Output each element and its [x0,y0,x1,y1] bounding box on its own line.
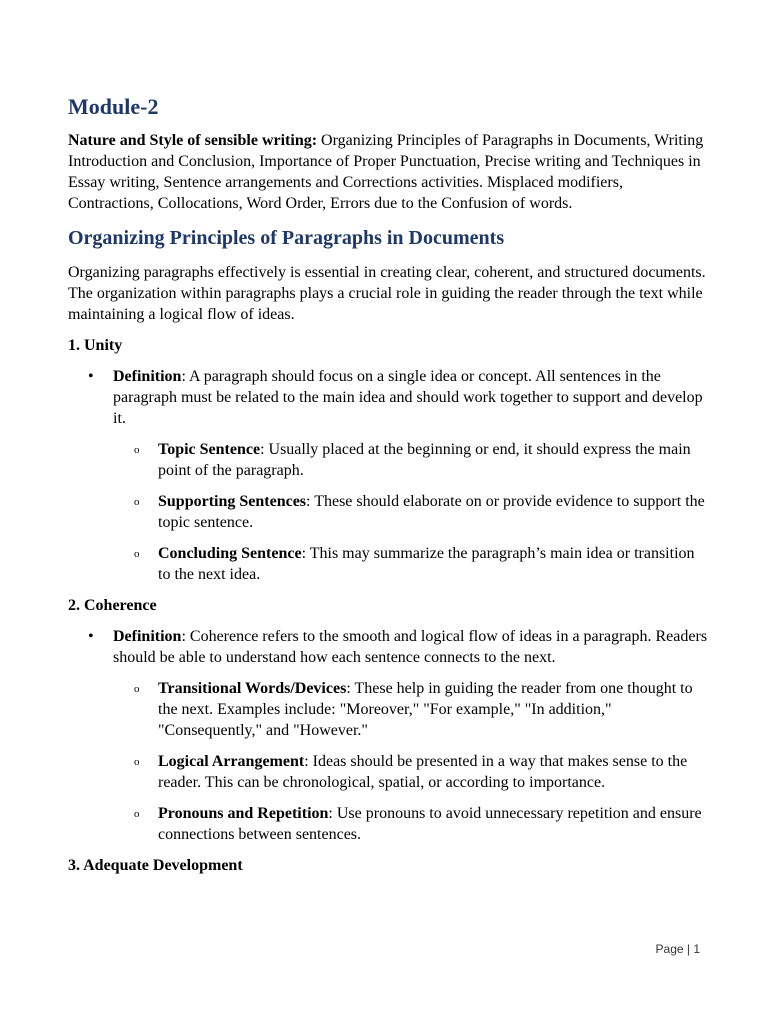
item-text: : These should elaborate on or provide evidence to support the topic sentence. [158,493,705,531]
list-item [68,366,708,585]
intro-text: Organizing Principles of Paragraphs in Documents, Writing Introduction and Conclusion, Importance of Proper Punctuation, Precise writing and Techniques in Essay writing, Sentence arrangements and Corrections activities. Misplaced modifiers, Contractions, Collocations, Word Order, Errors due to the Confusion of words. [68,132,704,212]
intro-label: Nature and Style of sensible writing: [68,132,318,149]
definition-label: Definition [113,628,182,645]
list-item [113,751,708,793]
list-item [113,678,708,741]
page-number: Page | 1 [655,942,700,956]
development-heading: 3. Adequate Development [68,857,243,874]
definition-text: : A paragraph should focus on a single idea or concept. All sentences in the paragraph must be related to the main idea and should work together to support and develop it. [113,368,703,427]
section-intro: Organizing paragraphs effectively is essential in creating clear, coherent, and structured documents. The organization within paragraphs plays a crucial role in guiding the reader through the text while maintaining a logical flow of ideas. [68,264,706,323]
item-label: Concluding Sentence [158,545,302,562]
circle-bullet-icon: o [134,496,140,508]
coherence-sublist [113,678,708,845]
list-item [113,543,708,585]
module-title: Module-2 [68,94,159,119]
unity-sublist [113,439,708,585]
item-text: : Ideas should be presented in a way that makes sense to the reader. This can be chronological, spatial, or according to importance. [158,753,688,791]
list-item [113,491,708,533]
module-intro [68,130,708,214]
definition-text: : Coherence refers to the smooth and logical flow of ideas in a paragraph. Readers should be able to understand how each sentence connects to the next. [113,628,708,666]
coherence-heading: 2. Coherence [68,597,157,614]
item-text: : This may summarize the paragraph’s main idea or transition to the next idea. [158,545,695,583]
section-title: Organizing Principles of Paragraphs in Documents [68,227,505,249]
item-label: Transitional Words/Devices [158,680,347,697]
unity-heading: 1. Unity [68,337,123,354]
item-text: : Usually placed at the beginning or end, it should express the main point of the paragraph. [158,441,691,479]
document-page [68,92,708,886]
circle-bullet-icon: o [134,548,140,560]
item-label: Logical Arrangement [158,753,305,770]
bullet-icon: • [88,368,94,385]
item-label: Topic Sentence [158,441,261,458]
definition-label: Definition [113,368,182,385]
item-text: : These help in guiding the reader from one thought to the next. Examples include: "Moreover," "For example," "In addition," "Consequently," and "However." [158,680,693,739]
item-label: Pronouns and Repetition [158,805,329,822]
item-text: : Use pronouns to avoid unnecessary repetition and ensure connections between sentences. [158,805,702,843]
list-item [113,803,708,845]
circle-bullet-icon: o [134,756,140,768]
circle-bullet-icon: o [134,808,140,820]
list-item [113,439,708,481]
bullet-icon: • [88,628,94,645]
item-label: Supporting Sentences [158,493,307,510]
list-item [68,626,708,845]
coherence-list [68,626,708,845]
circle-bullet-icon: o [134,683,140,695]
unity-list [68,366,708,585]
circle-bullet-icon: o [134,444,140,456]
